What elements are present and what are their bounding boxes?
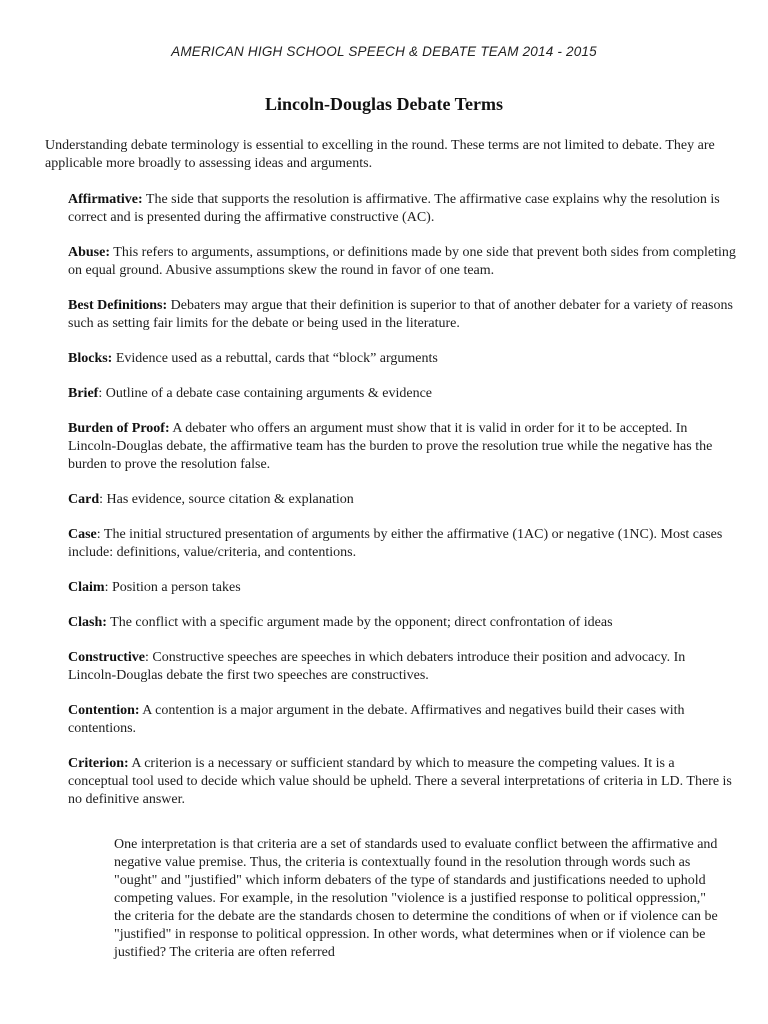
term-claim: [68, 579, 736, 597]
term-blocks: [68, 350, 736, 368]
term-name: Clash:: [68, 615, 107, 630]
term-name: Affirmative:: [68, 192, 143, 207]
term-criterion: [68, 755, 736, 809]
term-name: Abuse:: [68, 245, 111, 260]
criteria-interpretation-paragraph: One interpretation is that criteria are a set of standards used to evaluate conflict between the affirmative and negative value premise. Thus, the criteria is contextually found in the resolution through words such as "ought" and "justified" which inform debaters of the type of standards and justifications needed to uphold competing values. For example, in the resolution "violence is a justified response to political oppression," the criteria for the debate are the standards chosen to determine the conditions of when or if violence can be "justified" in response to political oppression. In other words, what determines when or if violence can be justified? The criteria are often referred: [114, 837, 718, 960]
page-title: Lincoln-Douglas Debate Terms: [264, 94, 504, 114]
term-name: Blocks:: [68, 351, 113, 366]
term-definition: : Has evidence, source citation & explanation: [99, 492, 354, 507]
term-definition: A debater who offers an argument must show that it is valid in order for it to be accepted. In Lincoln-Douglas debate, the affirmative team has the burden to prove the resolution true while the negative has the burden to prove the resolution false.: [68, 421, 713, 472]
term-definition: : Outline of a debate case containing arguments & evidence: [98, 386, 433, 401]
term-name: Burden of Proof:: [68, 421, 170, 436]
term-name: Criterion:: [68, 756, 129, 771]
term-best-definitions: [68, 297, 736, 333]
term-name: Claim: [68, 580, 105, 595]
term-constructive: [68, 649, 736, 685]
term-case: [68, 526, 736, 562]
term-card: [68, 491, 736, 509]
term-definition: : Constructive speeches are speeches in which debaters introduce their position and advocacy. In Lincoln-Douglas debate the first two speeches are constructives.: [68, 650, 686, 683]
term-contention: [68, 702, 736, 738]
term-definition: This refers to arguments, assumptions, or definitions made by one side that prevent both sides from completing on equal ground. Abusive assumptions skew the round in favor of one team.: [68, 245, 736, 278]
page-header: AMERICAN HIGH SCHOOL SPEECH & DEBATE TEAM 2014 - 2015: [171, 44, 597, 59]
term-name: Best Definitions:: [68, 298, 168, 313]
intro-paragraph: Understanding debate terminology is essential to excelling in the round. These terms are not limited to debate. They are applicable more broadly to assessing ideas and arguments.: [45, 138, 715, 171]
terms-list: [68, 191, 736, 826]
term-brief: [68, 385, 736, 403]
term-definition: A contention is a major argument in the debate. Affirmatives and negatives build their cases with contentions.: [68, 703, 685, 736]
term-definition: Debaters may argue that their definition is superior to that of another debater for a variety of reasons such as setting fair limits for the debate or being used in the literature.: [68, 298, 733, 331]
term-affirmative: [68, 191, 736, 227]
term-definition: Evidence used as a rebuttal, cards that “block” arguments: [112, 351, 438, 366]
term-definition: A criterion is a necessary or sufficient standard by which to measure the competing values. It is a conceptual tool used to decide which value should be upheld. There a several interpretations of criteria in LD. There is no definitive answer.: [68, 756, 732, 807]
term-definition: : Position a person takes: [104, 580, 241, 595]
term-burden-of-proof: [68, 420, 736, 474]
term-clash: [68, 614, 736, 632]
term-definition: The side that supports the resolution is affirmative. The affirmative case explains why the resolution is correct and is presented during the affirmative constructive (AC).: [68, 192, 720, 225]
term-definition: The conflict with a specific argument made by the opponent; direct confrontation of ideas: [106, 615, 613, 630]
term-name: Card: [68, 492, 100, 507]
term-name: Constructive: [68, 650, 145, 665]
term-name: Contention:: [68, 703, 140, 718]
term-name: Case: [68, 527, 97, 542]
term-abuse: [68, 244, 736, 280]
term-name: Brief: [68, 386, 99, 401]
term-definition: : The initial structured presentation of arguments by either the affirmative (1AC) or negative (1NC). Most cases include: definitions, value/criteria, and contentions.: [68, 527, 723, 560]
